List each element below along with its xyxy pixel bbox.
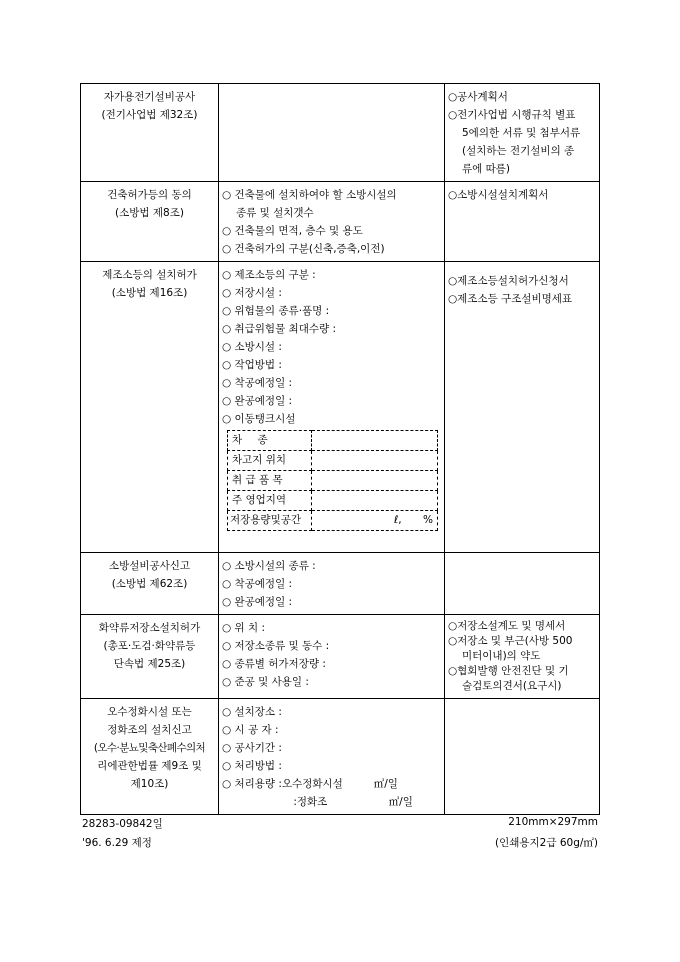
item-line: ○ 시 공 자 : [222, 724, 279, 736]
item-line: ○ 위 치 : [222, 622, 265, 634]
row-title [81, 84, 219, 182]
row-items [219, 84, 445, 182]
table-row [81, 84, 600, 182]
title-line: 정화조의 설치신고 [107, 724, 192, 736]
title-line: 제조소등의 설치허가 [102, 269, 197, 281]
doc-item: ○공사계획서 [448, 91, 508, 103]
form-code: 28283-09842일 [82, 818, 163, 830]
doc-item: ○저장소설계도 및 명세서 [448, 620, 566, 632]
item-line: ○ 건축물에 설치하여야 할 소방시설의 [222, 189, 397, 201]
doc-item: ○전기사업법 시행규칙 별표 [448, 109, 576, 121]
item-line: ○ 작업방법 : [222, 359, 282, 371]
doc-item: ○소방시설설치계획서 [448, 189, 549, 201]
title-line: 단속법 제25조) [113, 658, 186, 670]
flow-label: ○ 처리용량 [222, 778, 276, 790]
item-line: ○ 종류별 허가저장량 : [222, 658, 326, 670]
tank-label: 차 종 [228, 431, 312, 451]
row-items [219, 182, 445, 262]
tank-label: 차고지 위치 [228, 451, 312, 471]
item-line: ○ 저장소종류 및 동수 : [222, 640, 330, 652]
title-line: 리에관한법률 제9조 및 [97, 760, 202, 772]
row-docs [445, 182, 600, 262]
row-items [219, 262, 445, 553]
doc-item: (설치하는 전기설비의 종 [462, 145, 575, 157]
tank-value [312, 451, 438, 471]
item-line: ○ 착공예정일 : [222, 578, 293, 590]
percent-unit: % [423, 514, 433, 526]
tank-row [228, 431, 438, 451]
doc-item: 술검토의견서(요구시) [462, 680, 562, 692]
title-line: (총포·도검·화약류등 [103, 640, 196, 652]
tank-row [228, 511, 438, 531]
item-line: ○ 저장시설 : [222, 287, 282, 299]
item-line: ○ 소방시설 : [222, 341, 282, 353]
flow-type-1: :오수정화시설 [278, 778, 343, 790]
item-line: ○ 착공예정일 : [222, 377, 293, 389]
tank-value [312, 511, 438, 531]
title-line: (소방법 제62조) [111, 578, 188, 590]
row-items [219, 699, 445, 815]
title-line: (전기사업법 제32조) [101, 109, 198, 121]
title-line: 제10조) [130, 778, 169, 790]
doc-item: ○제조소등설치허가신청서 [448, 275, 569, 287]
tank-value [312, 471, 438, 491]
title-line: 화약류저장소설치허가 [98, 622, 201, 634]
tank-row [228, 471, 438, 491]
title-line: 건축허가등의 동의 [107, 189, 192, 201]
table-row [81, 615, 600, 699]
flow-line-2 [222, 793, 441, 811]
doc-item: ○저장소 및 부근(사방 500 [448, 635, 573, 647]
row-title [81, 615, 219, 699]
row-items [219, 553, 445, 615]
row-title [81, 182, 219, 262]
title-line: 소방설비공사신고 [108, 560, 191, 572]
item-line: ○ 취급위험물 최대수량 : [222, 323, 336, 335]
row-title [81, 553, 219, 615]
row-docs [445, 84, 600, 182]
item-line: ○ 위험물의 종류·품명 : [222, 305, 330, 317]
doc-item: 미터이내)의 약도 [462, 650, 541, 662]
doc-item: 5에의한 서류 및 첨부서류 [462, 127, 581, 139]
table-row [81, 699, 600, 815]
item-line: ○ 처리방법 : [222, 760, 282, 772]
row-docs [445, 262, 600, 553]
tank-row [228, 451, 438, 471]
liter-unit: ℓ, [393, 514, 402, 526]
row-items [219, 615, 445, 699]
paper-size: 210mm×297mm [508, 816, 598, 828]
row-docs [445, 553, 600, 615]
title-line: (소방법 제16조) [111, 287, 188, 299]
row-title [81, 262, 219, 553]
item-line: ○ 제조소등의 구분 : [222, 269, 316, 281]
item-line: ○ 건축물의 면적, 층수 및 용도 [222, 225, 363, 237]
table-row [81, 262, 600, 553]
doc-item: ○제조소등 구조설비명세표 [448, 293, 573, 305]
flow-line-1 [222, 775, 441, 793]
item-line: ○ 완공예정일 : [222, 596, 293, 608]
tank-value [312, 491, 438, 511]
tank-label: 저장용량및공간 [228, 511, 312, 531]
row-title [81, 699, 219, 815]
registration-table [80, 83, 600, 815]
title-line: (소방법 제8조) [115, 207, 184, 219]
table-row [81, 182, 600, 262]
tank-value [312, 431, 438, 451]
flow-unit: ㎥/일 [388, 796, 413, 808]
item-line: ○ 준공 및 사용일 : [222, 676, 309, 688]
item-line: ○ 소방시설의 종류 : [222, 560, 316, 572]
paper-spec: (인쇄용지2급 60g/㎡) [495, 837, 598, 849]
tank-label: 취 급 품 목 [228, 471, 312, 491]
item-line: ○ 완공예정일 : [222, 395, 293, 407]
title-line: 자가용전기설비공사 [103, 91, 196, 103]
item-line: ○ 건축허가의 구분(신축,증축,이전) [222, 243, 385, 255]
row-docs [445, 615, 600, 699]
tank-table [227, 430, 438, 531]
title-line: 오수정화시설 또는 [107, 706, 192, 718]
enactment-date: '96. 6.29 제정 [82, 837, 152, 849]
row-docs [445, 699, 600, 815]
item-line: ○ 이동탱크시설 [222, 413, 296, 425]
tank-label: 주 영업지역 [228, 491, 312, 511]
item-line: 종류 및 설치갯수 [236, 207, 314, 219]
tank-row [228, 491, 438, 511]
flow-type-2: :정화조 [293, 796, 328, 808]
item-line: ○ 공사기간 : [222, 742, 282, 754]
doc-item: 류에 따름) [462, 163, 511, 175]
flow-unit: ㎥/일 [373, 778, 398, 790]
table-row [81, 553, 600, 615]
doc-item: ○협회발행 안전진단 및 기 [448, 665, 569, 677]
title-line: (오수·분뇨및축산폐수의처 [93, 742, 206, 754]
item-line: ○ 설치장소 : [222, 706, 282, 718]
